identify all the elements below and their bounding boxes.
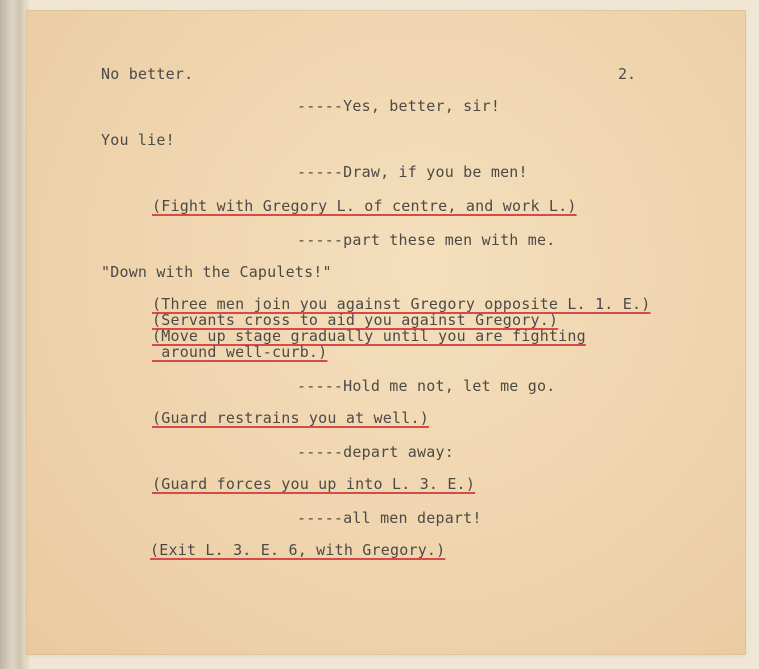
cue-line: -----Yes, better, sir! xyxy=(297,97,501,115)
stage-direction: (Guard restrains you at well.) xyxy=(152,409,429,427)
typed-page xyxy=(26,10,746,655)
cue-line: -----Draw, if you be men! xyxy=(297,163,528,181)
stage-direction: (Servants cross to aid you against Gregory.) xyxy=(152,311,559,329)
dialogue-line: No better. xyxy=(101,65,194,83)
cue-line: -----all men depart! xyxy=(297,509,482,527)
dialogue-line: "Down with the Capulets!" xyxy=(101,263,332,281)
stage-direction: (Fight with Gregory L. of centre, and work L.) xyxy=(152,197,577,215)
stage-direction: around well-curb.) xyxy=(152,343,328,361)
cue-line: -----Hold me not, let me go. xyxy=(297,377,556,395)
stage-direction: (Guard forces you up into L. 3. E.) xyxy=(152,475,476,493)
cue-line: -----depart away: xyxy=(297,443,454,461)
stage-direction: (Move up stage gradually until you are fighting xyxy=(152,327,586,345)
stage-direction: (Exit L. 3. E. 6, with Gregory.) xyxy=(150,541,446,559)
stage-direction: (Three men join you against Gregory opposite L. 1. E.) xyxy=(152,295,651,313)
page-number: 2. xyxy=(618,65,637,83)
dialogue-line: You lie! xyxy=(101,131,175,149)
binding-edge xyxy=(0,0,26,669)
cue-line: -----part these men with me. xyxy=(297,231,556,249)
